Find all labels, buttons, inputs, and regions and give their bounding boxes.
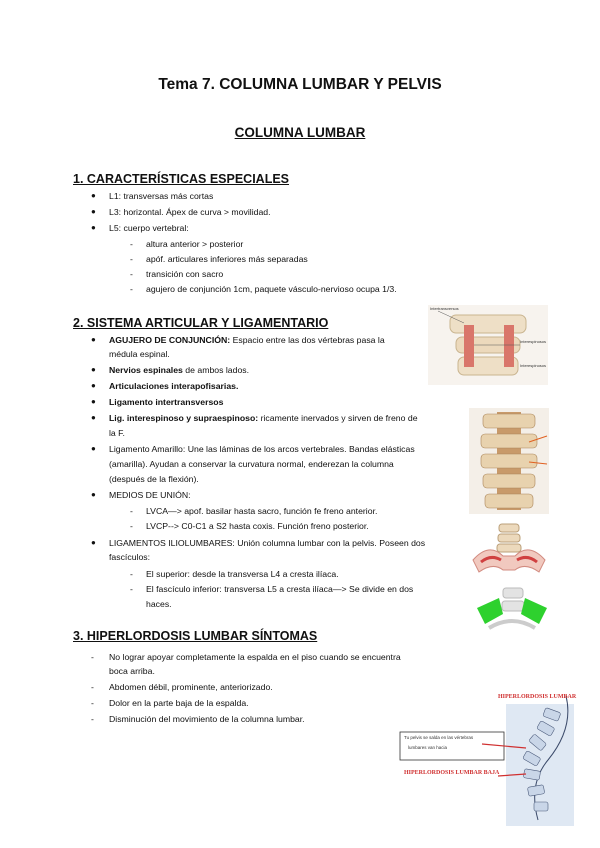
list-item-continuation: boca arriba.: [109, 666, 155, 676]
hyperlordosis-note: Tu pelvis se salda en las vértebras: [404, 735, 474, 740]
bullet-icon: ●: [91, 191, 96, 200]
bullet-icon: ●: [91, 223, 96, 232]
section-subtitle: COLUMNA LUMBAR: [234, 125, 366, 140]
hyperlordosis-title: HIPERLORDOSIS LUMBAR: [498, 694, 577, 700]
bullet-icon: ●: [91, 207, 96, 216]
hyperlordosis-note: lumbares van hacia: [408, 745, 448, 750]
section1-heading: 1. CARACTERÍSTICAS ESPECIALES: [73, 172, 290, 186]
list-item-continuation: haces.: [146, 599, 172, 609]
vertebrae-illustration: [428, 305, 548, 385]
intertransverse-figure: Intertransversos Interespinosos Interespinosos: [428, 305, 548, 385]
pelvis-illustration: [469, 522, 549, 579]
hyperlordosis-low-label: HIPERLORDOSIS LUMBAR BAJA: [404, 770, 500, 776]
bullet-icon: ●: [91, 397, 96, 406]
bullet-icon: ●: [91, 381, 96, 390]
bullet-icon: ●: [91, 538, 96, 547]
section3-heading: 3. HIPERLORDOSIS LUMBAR SÍNTOMAS: [73, 629, 318, 643]
list-item-continuation: fascículos:: [109, 552, 151, 562]
hyperlordosis-figure: [398, 688, 580, 828]
bullet-icon: ●: [91, 335, 96, 344]
bullet-icon: ●: [91, 365, 96, 374]
bullet-icon: ●: [91, 444, 96, 453]
list-item-continuation: la F.: [109, 428, 125, 438]
iliolumbar-illustration: [475, 584, 549, 634]
pelvis-figure: [469, 522, 549, 579]
bullet-icon: ●: [91, 490, 96, 499]
list-item-continuation: (amarilla). Ayudan a conservar la curvatura normal, enderezan la columna: [109, 459, 394, 469]
page-title: Tema 7. COLUMNA LUMBAR Y PELVIS: [158, 76, 442, 93]
spine-posterior-illustration: [469, 408, 549, 514]
iliolumbar-figure: [475, 584, 549, 634]
section2-heading: 2. SISTEMA ARTICULAR Y LIGAMENTARIO: [73, 316, 329, 330]
hyperlordosis-spine-illustration: [398, 688, 580, 828]
list-item-continuation: médula espinal.: [109, 349, 170, 359]
interspinous-figure: [469, 408, 549, 514]
bullet-icon: ●: [91, 413, 96, 422]
list-item-continuation: (después de la flexión).: [109, 474, 199, 484]
